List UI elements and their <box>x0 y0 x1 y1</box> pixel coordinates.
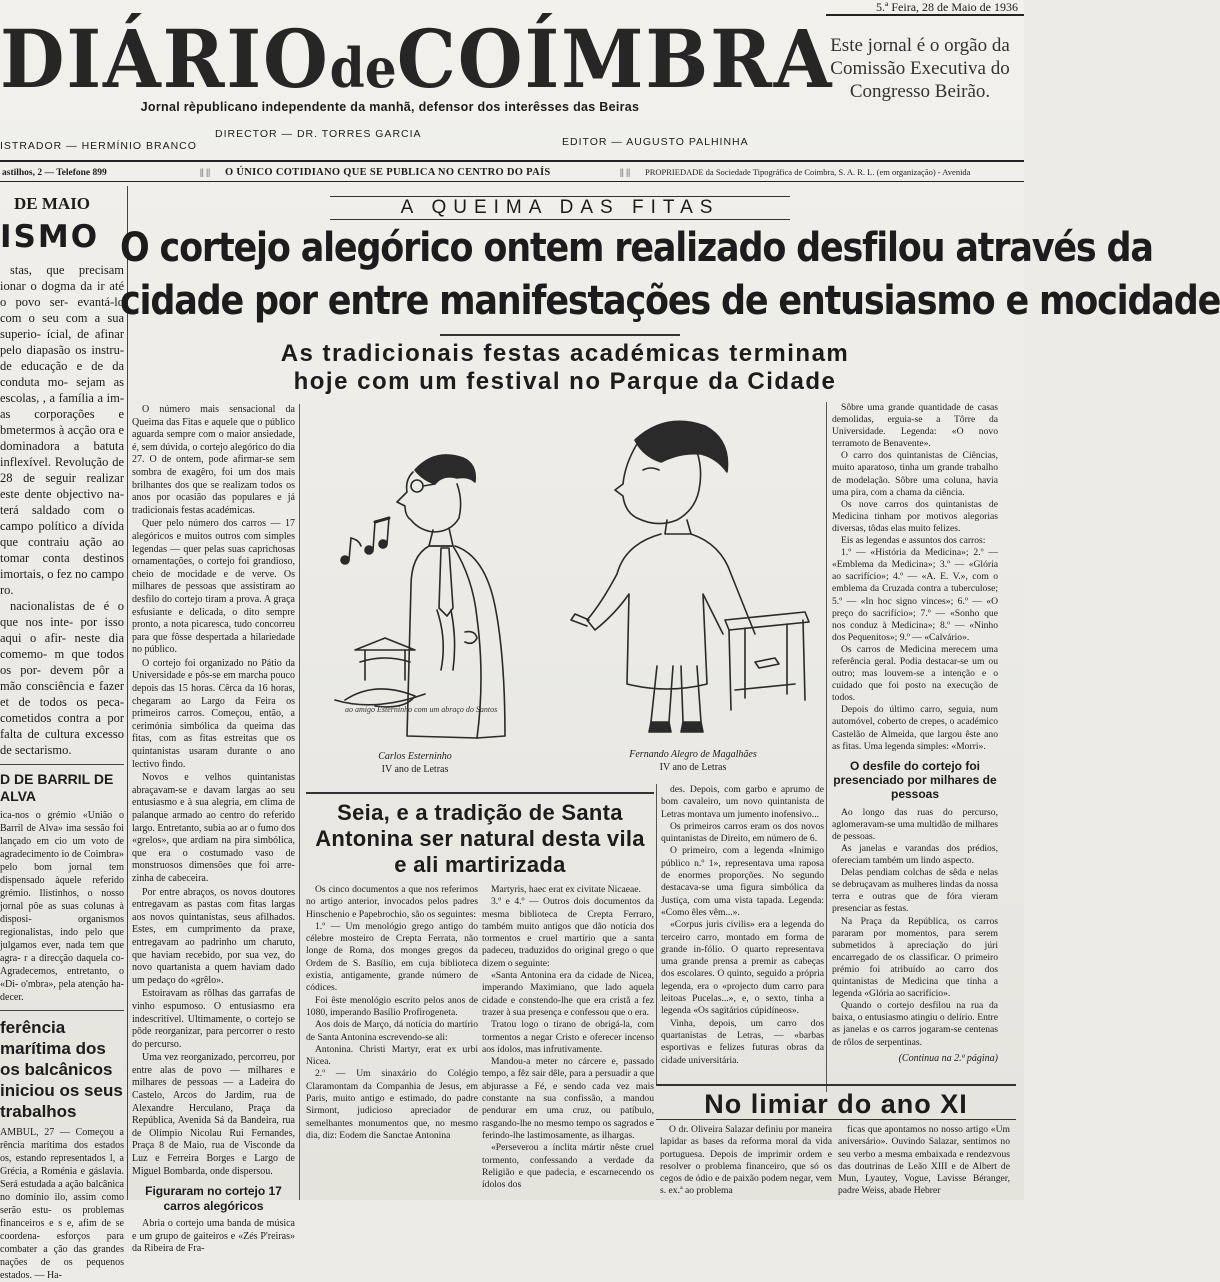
article-paragraph: O carro dos quintanistas de Ciências, muito aparatoso, tinha um grande trabalho de modelação. Sôbre uma coluna, havia uma pira, com a chama da ciência. <box>832 450 998 498</box>
carros-subheading: Figuraram no cortejo 17 carros alegóricos <box>145 1184 282 1214</box>
desfile-subheading: O desfile do cortejo foi presenciado por milhares de pessoas <box>833 758 997 801</box>
left-paragraph: stas, que precisam ionar o dogma da ir até o povo ser- evantá-lo com o seu com a sua superio- ícial, de afinar pelo diapasão os instru- de educação e de da conduta mo- sejam as escolas, , a família a im- as corporações e bmetermos à acção ora e dominadora a batuta inflexível. Revolução de 28 de seguir realizar este dente objectivo na- terá saldado com o campo político a dívida que contraiu ação ao tomar conta destinos imortais, o fez no campo ro. <box>0 263 124 597</box>
article-paragraph: Quer pelo número dos carros — 17 alegóricos e muitos outros com simples legendas — quer pelas suas caprichosas ornamentações, o cortejo foi grandioso, cheio de mocidade e de verve. Os milhares de pessoas que assistiram ao desfilo do cortejo tiram a prova. A graça esfusiante e delicada, o dito sempre pronto, a nota picaresca, tudo concorreu para que fôsse despertada a hilariedade no público. <box>132 518 295 656</box>
article-paragraph: des. Depois, com garbo e aprumo de bom cavaleiro, um novo quintanista de Letras montava um jumento inofensivo... <box>661 784 824 820</box>
right-article-column <box>826 402 998 1092</box>
article-paragraph: Eis as legendas e assuntos dos carros: <box>841 535 986 547</box>
cartoon-dedication: ao amigo Esterninho com um abraço do Santos <box>345 705 498 714</box>
article-paragraph: Quando o cortejo desfilou na rua da baixa, o entusiasmo atingiu o delírio. Entre as janelas e os carros jogaram-se centenas de rôlos de serpentinas. <box>832 1000 998 1048</box>
cortejo-continuation-column <box>656 784 824 1084</box>
limiar-paragraph: ficas que apontamos no nosso artigo «Um aniversário». Ouvindo Salazar, sentimos no seu verbo a mesma embaixada e rendezvous das doutrinas de Leão XIII e de Albert de Mun, Lyautey, Vogue, Lavisse Béranger, padre Weiss, abade Hebrer <box>838 1124 1010 1197</box>
article-paragraph: Delas pendiam colchas de sêda e nelas se debruçavam as mulheres lindas da nossa terra e outras que de fóra vieram presenciar as festas. <box>832 867 998 915</box>
seia-paragraph: Aos dois de Março, dá notícia do martírio de Santa Antonina escrevendo-se ali: <box>306 1019 478 1043</box>
article-paragraph: O número mais sensacional da Queima das Fitas e aquele que o público aguarda sempre com o maior ansiedade, é, sem dúvida, o cortejo alegórico do dia 27. O de ontem, pode afirmar-se sem sombra de exagêro, foi um dos mais brilhantes dos que se realizam todos os anos por ocasião das populares e já tradicionais festas académicas. <box>132 404 295 516</box>
seia-paragraph: Tratou logo o tirano de obrigá-la, com tormentos a negar Cristo e oferecer incenso aos ídolos, mas infrutivamente. <box>482 1019 654 1055</box>
article-paragraph: Sôbre uma grande quantidade de casas demolidas, erguia-se a Tôrre da Universidade. Legenda: «O novo terramoto de Benavente». <box>832 402 998 450</box>
headline-rule <box>440 334 680 336</box>
limiar-paragraph: O dr. Oliveira Salazar definiu por maneira lapidar as bases da reforma moral da vida portuguesa. Depois de imprimir ordem e resolver o problema financeiro, que só os cegos de ódio e de paixão podem negar, vem s. ex.ª ao problema <box>660 1124 832 1197</box>
cortejo-article-column <box>132 404 300 1255</box>
article-paragraph: 1.º — «História da Medicina»; 2.º — «Emblema da Medicina»; 3.º — «Glória ao sacrifício»; 4.º — «A. E. V.», com o emblema da Cruzada contra a tuberculose; 5.º — «In hoc signo vinces»; 6.º — «O preço do sacrifício»; 7.º — «Sonho que nos conduz à Medicina»; 8.º — «Ninho dos Pequenitos»; 9.º — «Calvário». <box>832 547 998 643</box>
article-paragraph: «Corpus juris civilis» era a legenda do terceiro carro, montado em forma de grande in-fólio. O quarto representava uma grande prensa a premir as cabeças dos escolares. O quinto, seguido a própria legenda, era o «projecto dum carro para leitoas Pucelas...», e, o sexto, tinha a legenda «Os sagitários cúpidíneos». <box>661 919 824 1017</box>
caption-class: IV ano de Letras <box>659 762 727 773</box>
article-paragraph: As janelas e varandas dos prédios, ofereciam também um lindo aspecto. <box>832 843 998 867</box>
article-paragraph: Ao longo das ruas do percurso, aglomeravam-se uma multidão de milhares de pessoas. <box>832 806 998 842</box>
caption-name: Fernando Alegro de Magalhães <box>629 749 757 760</box>
sub-headline-line: hoje com um festival no Parque da Cidade <box>293 368 837 395</box>
article-paragraph: Novos e velhos quintanistas abraçavam-se e davam largas ao seu entusiasmo e à sua alegria, em clima de palanque armado ao centro do referido largo. Entretanto, subia ao ar o fumo dos «grelos», que ardiam na pira simbólica, que era o costumado vaso de monstruosos dimensões que foi arre-zinha de cabeceira. <box>132 772 295 884</box>
operating-table-sketch <box>725 612 809 710</box>
column-divider <box>0 1010 124 1011</box>
seia-column-a <box>306 884 478 1200</box>
article-paragraph: Vinha, depois, um carro dos quartanistas de Letras, — «barbas esportivas e felizes futuras obras da cidade universitária. <box>661 1017 824 1066</box>
limiar-headline: No limiar do ano XI <box>656 1084 1016 1120</box>
info-bar <box>0 160 1024 182</box>
section-kicker: A QUEIMA DAS FITAS <box>330 196 790 220</box>
balkan-body: AMBUL, 27 — Começou a rência marítima dos estados os, estando representados l, a Grécia, a Roménia e gáslavia. Será estudada a ação balcânica no domínio ilo, assim como serão estu- os problemas financeiros e s e, afim de se coordena- esforços para combater a ção das grandes nações de os pequenos estados. — Ha- <box>0 1127 124 1281</box>
barril-heading: D DE BARRIL DE ALVA <box>0 771 114 804</box>
seia-paragraph: Os cinco documentos a que nos referimos no artigo anterior, invocados pelos padres Hinschenio e Papebrochio, são os seguintes: <box>306 884 478 920</box>
caption-class: IV ano de Letras <box>381 764 449 775</box>
caption-name: Carlos Esterninho <box>378 751 452 762</box>
limiar-column-b <box>838 1124 1010 1200</box>
left-figure-caption <box>360 750 470 776</box>
newspaper-subtitle: Jornal rèpublicano independente da manhã, defensor dos interêsses das Beiras <box>140 100 640 114</box>
administrator-line: ISTRADOR — HERMÍNIO BRANCO <box>0 140 197 152</box>
barril-body: ica-nos o grémio «União o Barril de Alva» ima sessão foi lançado em cio um voto de agradecimento io de Coimbra» pelo bom jornal tem dispensado àquele referido grémio. Ilistinhos, o nosso jornal pôe as suas colunas à disposi- organismos regionalistas, indo pelo que julgamos ever, nada tem que agra- r a direcção daquela co- Agradecemos, entretanto, o «Di- o'mbra», pela atenção ha- decer. <box>0 810 124 1003</box>
left-paragraph: nacionalistas de é o que nos inte- por isso aqui o afir- neste dia comemo- m que todos os por- devem pôr a mão consciência e fazer et de todos os peca- cometidos contra a por falta de cultura excesso de sectarismo. <box>0 599 124 757</box>
left-column-date: DE MAIO <box>14 194 91 213</box>
balkan-heading: ferência marítima dos os balcânicos iniciou os seus trabalhos <box>0 1018 123 1121</box>
article-paragraph: Depois do último carro, seguia, num automóvel, coberto de crepes, o académico Castelão de Almeida, que largou êste ano as fitas. Uma legenda simples: «Morri». <box>832 704 998 752</box>
article-paragraph: O primeiro, com a legenda «Inimigo público n.º 1», representava uma raposa de enormes proporções. No segundo destacava-se uma figura simbólica da Justiça, com uma vista tapada. Legenda: «Como êles vêm...». <box>661 845 824 918</box>
article-paragraph: Abria o cortejo uma banda de música e um grupo de gaiteiros e «Zés P'reiras» da Ribeira de Fra- <box>132 1218 295 1255</box>
title-word-de: de <box>329 36 397 100</box>
title-word-diario: DIÁRIO <box>0 12 330 106</box>
continued-notice: (Continua na 2.ª página) <box>898 1052 998 1064</box>
seia-paragraph: Mandou-a meter no cárcere e, passado tempo, a fêz sair dêle, para a persuadir a que abjurasse a Fé, e sendo cada vez mais constante na sua confissão, a mandou pendurar em uma cruz, ou patíbulo, rasgando-lhe no mesmo tempo os sagrados e ferindo-lhe lastimosamente, as ilhargas. <box>482 1056 654 1141</box>
property-notice: PROPRIEDADE da Sociedade Tipográfica de Coimbra, S. A. R. L. (em organização) - Avenida <box>645 167 971 177</box>
right-figure-caption <box>618 748 768 774</box>
seia-paragraph: Foi êste menológio escrito pelos anos de 1080, imperando Basílio Profirogeneta. <box>306 994 478 1018</box>
director-line: DIRECTOR — DR. TORRES GARCIA <box>215 128 422 140</box>
pagoda-sketch <box>335 638 425 707</box>
sub-headline <box>150 340 980 396</box>
main-headline <box>120 222 1220 328</box>
seia-paragraph: 1.º — Um menológio grego antigo do célebre mosteiro de Crepta Ferrata, não longe de Roma, dos monges gregos da Ordem de S. Basílio, em cuja biblioteca existia, antigamente, grande número de códices. <box>306 920 478 994</box>
sub-headline-line: As tradicionais festas académicas terminam <box>280 340 850 367</box>
music-note-icon <box>341 518 389 564</box>
info-separator: || || <box>200 168 210 178</box>
issue-date: 5.ª Feira, 28 de Maio de 1936 <box>826 0 1024 16</box>
column-divider <box>0 764 124 765</box>
right-figure <box>571 421 755 732</box>
seia-paragraph: Antonina. Christi Martyr, erat ex urbi Nicea. <box>306 1043 478 1068</box>
left-column <box>0 186 128 1281</box>
seia-paragraph: «Perseverou a ínclita mártir nêste cruel tormento, confessando a verdade da Religião e que padecia, e escarnecendo os ídolos dos <box>482 1142 654 1191</box>
info-separator-2: || || <box>620 168 630 178</box>
organization-note: Este jornal é o orgão da Comissão Executiva do Congresso Beirão. <box>830 35 1010 102</box>
newspaper-title <box>0 12 834 106</box>
article-paragraph: Os primeiros carros eram os dos novos quintanistas de Direito, em número de 6. <box>661 820 824 845</box>
address-phone: astilhos, 2 — Telefone 899 <box>2 168 107 178</box>
caricature-illustration <box>305 400 815 785</box>
seia-paragraph: Martyris, haec erat ex civitate Nicaeae. <box>491 884 641 895</box>
left-column-body <box>0 262 124 758</box>
seia-paragraph: 3.º e 4.º — Outros dois documentos da mesma biblioteca de Crepta Ferraro, também muito antigos que dão notícia dos tormentos e cruel martírio que a santa padeceu, traduzidos do original grego o que dizem o seguinte: <box>482 896 654 969</box>
article-paragraph: O cortejo foi organizado no Pátio da Universidade e pôs-se em marcha pouco depois das 15 horas. Cêrca da 16 horas, chegaram ao Largo da Feira os primeiros carros. Começou, então, a cerimónia simbólica da queima das fitas, com as fitas estreitas que os quintanistas usaram durante o ano lectivo findo. <box>132 657 295 770</box>
main-headline-line: cidade por entre manifestações de entusiasmo e mocidade <box>120 278 1220 325</box>
title-word-coimbra: COÍMBRA <box>396 12 834 106</box>
seia-paragraph: «Santa Antonina era da cidade de Nicea, imperando Maximiano, que lado aquela cidade e constendo-lhe que era cristã a fez trazer à sua presença e confessou que o era. <box>482 970 654 1018</box>
seia-paragraph: 2.º — Um sinaxário do Colégio Claramontam da Companhia de Jesus, em Paris, muito antigo e estimado, do padre Sirmont, judicioso apreciador de semelhantes monumentos que, no mesmo dia, diz: Eodem die Sanctae Antonina <box>306 1068 478 1141</box>
article-paragraph: Por entre abraços, os novos doutores entregavam as pastas com fitas largas aos novos quintanistas, seus afilhados. Estes, em cumprimento da praxe, entregavam ao padrinho um charuto, que haviam recebido, por sua vez, do novo quartanista a quem haviam dado um pedaço do «grêlo». <box>132 886 295 986</box>
article-paragraph: Na Praça da República, os carros pararam por momentos, para serem submetidos à apreciação do júri encarregado de os classificar. O primeiro prémio foi atribuído ao carro dos quintanistas de Medicina que tinha a legenda «Glória ao sacrifício». <box>832 915 998 1000</box>
only-daily-notice: O ÚNICO COTIDIANO QUE SE PUBLICA NO CENTRO DO PAÍS <box>225 167 551 178</box>
seia-headline: Seia, e a tradição de Santa Antonina ser natural desta vila e ali martirizada <box>306 792 654 878</box>
article-paragraph: Estoiravam as rôlhas das garrafas de vinho espumoso. O entusiasmo era indescritível. Ultimamente, o cortejo se pôde reorganizar, para percorrer o resto do percurso. <box>132 988 295 1050</box>
article-paragraph: Os carros de Medicina merecem uma referência geral. Podia destacar-se um ou outro; mas louvem-se a intenção e o cuidado que foi posto na execução de todos. <box>832 643 998 704</box>
seia-column-b <box>482 884 654 1200</box>
editor-line: EDITOR — AUGUSTO PALHINHA <box>562 136 749 148</box>
article-paragraph: Uma vez reorganizado, percorreu, por entre alas de povo — milhares e milhares de pessoas — a Ladeira do Castelo, Arcos do Jardim, rua de Alexandre Herculano, Praça da República, Avenida Sá da Bandeira, rua de Olímpio Nicolau Rui Fernandes, Praça 8 de Maio, rua de Visconde da Luz e Ferreira Borges e Largo de Miguel Bombarda, onde dispersou. <box>132 1052 295 1177</box>
main-headline-line: O cortejo alegórico ontem realizado desfilou através da <box>120 225 1153 272</box>
left-column-heading: ISMO <box>0 219 100 255</box>
limiar-column-a <box>660 1124 832 1200</box>
article-paragraph: Os nove carros dos quintanistas de Medicina tinham por motivos alegorias diversas, tôdas elas muito felizes. <box>832 498 998 534</box>
